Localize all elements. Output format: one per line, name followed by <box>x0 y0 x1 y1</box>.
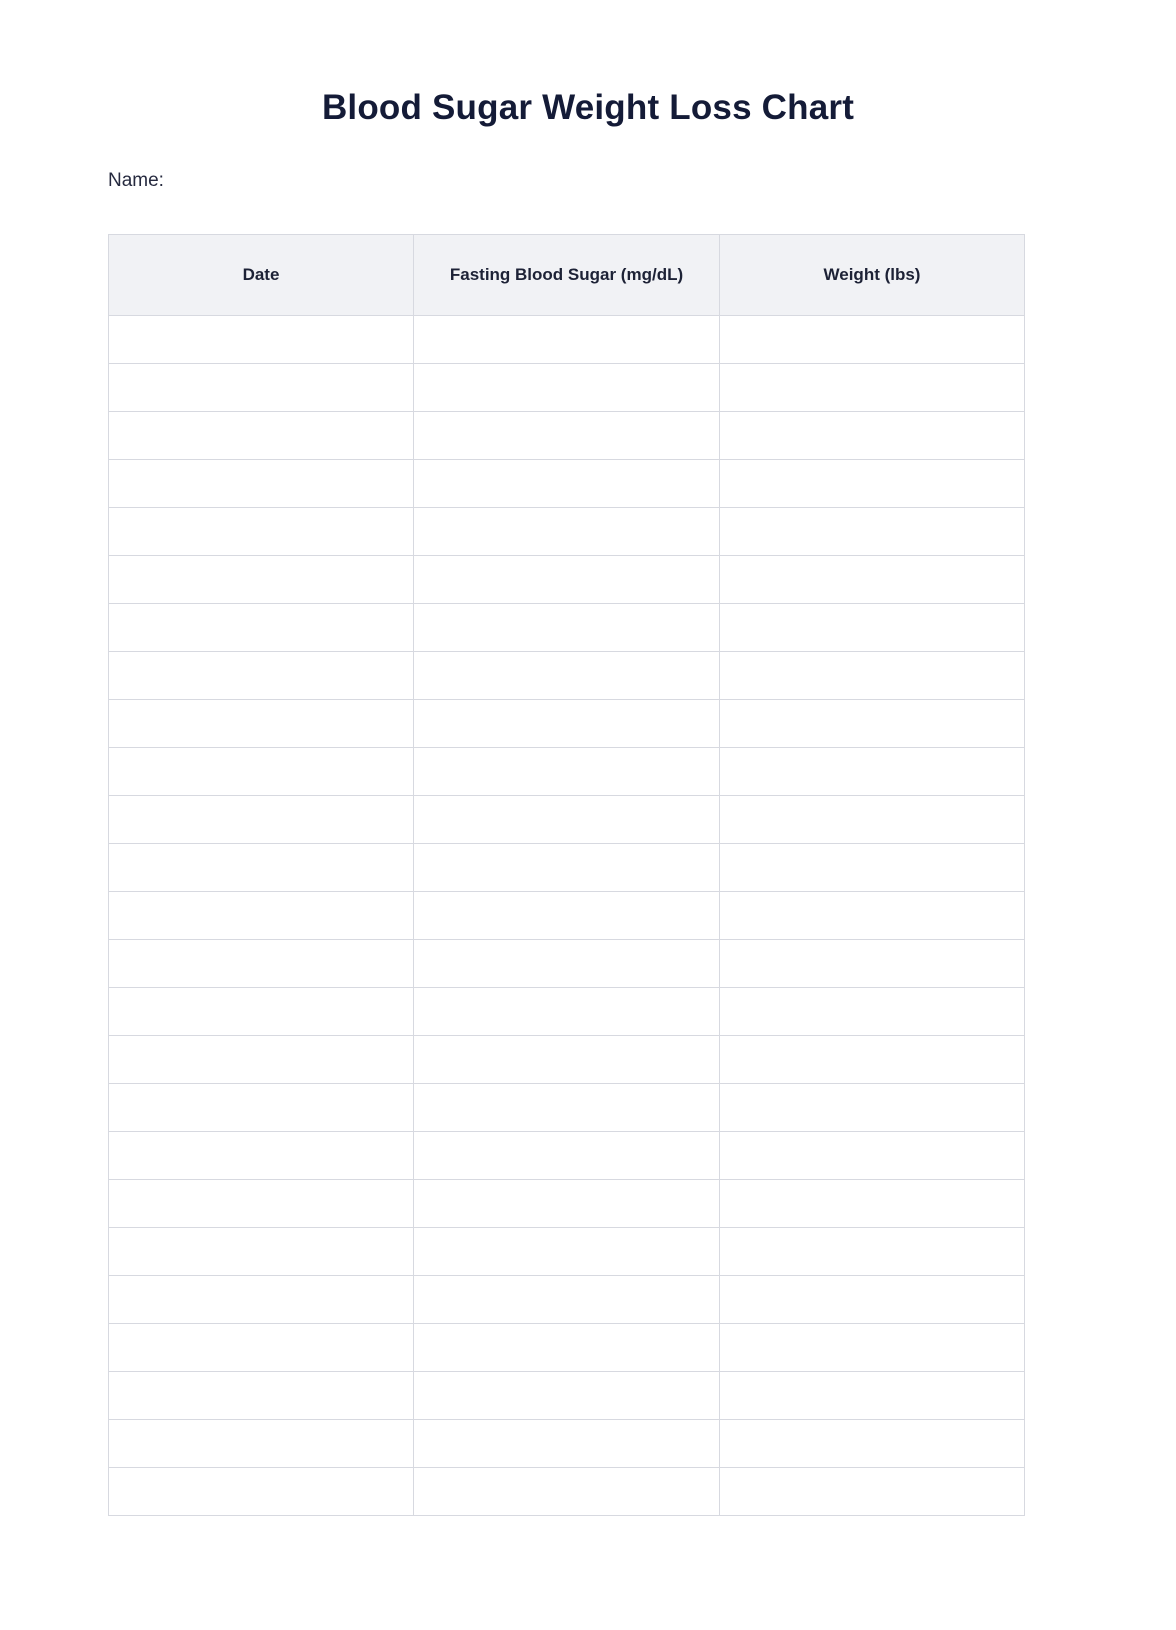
cell-weight-text <box>730 907 1014 925</box>
table-row <box>109 1132 1025 1180</box>
cell-date[interactable] <box>109 316 414 364</box>
cell-fasting-blood-sugar[interactable] <box>414 1132 720 1180</box>
cell-date[interactable] <box>109 1036 414 1084</box>
table-row <box>109 604 1025 652</box>
cell-fasting-blood-sugar[interactable] <box>414 412 720 460</box>
table-row <box>109 1036 1025 1084</box>
cell-weight[interactable] <box>720 796 1025 844</box>
cell-fasting-blood-sugar[interactable] <box>414 940 720 988</box>
cell-weight[interactable] <box>720 652 1025 700</box>
cell-fasting-blood-sugar-text <box>424 1243 709 1261</box>
cell-weight-text <box>730 1051 1014 1069</box>
cell-fasting-blood-sugar-text <box>424 715 709 733</box>
cell-weight[interactable] <box>720 364 1025 412</box>
cell-weight-text <box>730 427 1014 445</box>
cell-date-text <box>119 1483 403 1501</box>
cell-fasting-blood-sugar-text <box>424 379 709 397</box>
column-header-weight: Weight (lbs) <box>720 235 1025 316</box>
cell-weight[interactable] <box>720 1036 1025 1084</box>
column-header-fasting-blood-sugar: Fasting Blood Sugar (mg/dL) <box>414 235 720 316</box>
cell-date-text <box>119 571 403 589</box>
cell-date-text <box>119 1147 403 1165</box>
table-header-row <box>109 235 1025 316</box>
cell-weight[interactable] <box>720 508 1025 556</box>
cell-fasting-blood-sugar-text <box>424 571 709 589</box>
cell-weight-text <box>730 1435 1014 1453</box>
cell-fasting-blood-sugar-text <box>424 523 709 541</box>
cell-fasting-blood-sugar[interactable] <box>414 844 720 892</box>
cell-fasting-blood-sugar-text <box>424 1387 709 1405</box>
cell-weight[interactable] <box>720 1276 1025 1324</box>
blood-sugar-weight-table <box>108 234 1025 1516</box>
cell-weight-text <box>730 667 1014 685</box>
cell-date-text <box>119 331 403 349</box>
cell-fasting-blood-sugar[interactable] <box>414 988 720 1036</box>
cell-fasting-blood-sugar-text <box>424 1483 709 1501</box>
cell-weight-text <box>730 1147 1014 1165</box>
cell-fasting-blood-sugar[interactable] <box>414 316 720 364</box>
cell-fasting-blood-sugar-text <box>424 859 709 877</box>
table-row <box>109 508 1025 556</box>
cell-weight[interactable] <box>720 1180 1025 1228</box>
table-row <box>109 892 1025 940</box>
cell-date[interactable] <box>109 412 414 460</box>
cell-date[interactable] <box>109 1468 414 1516</box>
cell-fasting-blood-sugar-text <box>424 907 709 925</box>
table-row <box>109 940 1025 988</box>
cell-weight-text <box>730 619 1014 637</box>
cell-date-text <box>119 475 403 493</box>
cell-date-text <box>119 1339 403 1357</box>
cell-fasting-blood-sugar[interactable] <box>414 1468 720 1516</box>
cell-date-text <box>119 523 403 541</box>
page-title: Blood Sugar Weight Loss Chart <box>321 88 855 127</box>
cell-date-text <box>119 427 403 445</box>
cell-weight-text <box>730 379 1014 397</box>
cell-weight[interactable] <box>720 1420 1025 1468</box>
cell-fasting-blood-sugar-text <box>424 955 709 973</box>
cell-fasting-blood-sugar[interactable] <box>414 1036 720 1084</box>
cell-weight[interactable] <box>720 748 1025 796</box>
cell-date[interactable] <box>109 940 414 988</box>
cell-date-text <box>119 1099 403 1117</box>
cell-date-text <box>119 1003 403 1021</box>
table-row <box>109 796 1025 844</box>
cell-date-text <box>119 1195 403 1213</box>
cell-fasting-blood-sugar-text <box>424 1339 709 1357</box>
cell-fasting-blood-sugar-text <box>424 1003 709 1021</box>
cell-date[interactable] <box>109 892 414 940</box>
cell-weight-text <box>730 1387 1014 1405</box>
cell-fasting-blood-sugar[interactable] <box>414 1228 720 1276</box>
cell-fasting-blood-sugar-text <box>424 1147 709 1165</box>
cell-fasting-blood-sugar[interactable] <box>414 1324 720 1372</box>
cell-weight-text <box>730 1195 1014 1213</box>
cell-weight[interactable] <box>720 988 1025 1036</box>
cell-weight[interactable] <box>720 940 1025 988</box>
cell-weight-text <box>730 763 1014 781</box>
cell-date[interactable] <box>109 364 414 412</box>
cell-weight[interactable] <box>720 700 1025 748</box>
cell-date[interactable] <box>109 556 414 604</box>
cell-fasting-blood-sugar[interactable] <box>414 652 720 700</box>
cell-date[interactable] <box>109 1372 414 1420</box>
cell-weight-text <box>730 1003 1014 1021</box>
cell-fasting-blood-sugar[interactable] <box>414 892 720 940</box>
table-row <box>109 844 1025 892</box>
name-label: Name: <box>108 170 164 191</box>
table-row <box>109 1180 1025 1228</box>
cell-date[interactable] <box>109 604 414 652</box>
cell-date[interactable] <box>109 508 414 556</box>
cell-fasting-blood-sugar-text <box>424 1099 709 1117</box>
cell-fasting-blood-sugar-text <box>424 1195 709 1213</box>
cell-fasting-blood-sugar-text <box>424 427 709 445</box>
cell-fasting-blood-sugar[interactable] <box>414 1372 720 1420</box>
cell-weight-text <box>730 859 1014 877</box>
table-header <box>109 235 1025 316</box>
cell-weight[interactable] <box>720 1324 1025 1372</box>
cell-date[interactable] <box>109 988 414 1036</box>
cell-date[interactable] <box>109 652 414 700</box>
cell-date-text <box>119 763 403 781</box>
cell-weight-text <box>730 811 1014 829</box>
cell-date[interactable] <box>109 460 414 508</box>
table-row <box>109 1324 1025 1372</box>
cell-fasting-blood-sugar[interactable] <box>414 1420 720 1468</box>
cell-date-text <box>119 1387 403 1405</box>
cell-fasting-blood-sugar-text <box>424 1435 709 1453</box>
cell-date-text <box>119 619 403 637</box>
cell-weight[interactable] <box>720 1468 1025 1516</box>
cell-weight[interactable] <box>720 556 1025 604</box>
cell-fasting-blood-sugar[interactable] <box>414 1276 720 1324</box>
table-row <box>109 652 1025 700</box>
cell-fasting-blood-sugar-text <box>424 331 709 349</box>
cell-weight-text <box>730 1483 1014 1501</box>
cell-fasting-blood-sugar[interactable] <box>414 364 720 412</box>
cell-date[interactable] <box>109 796 414 844</box>
cell-date[interactable] <box>109 844 414 892</box>
cell-weight-text <box>730 715 1014 733</box>
cell-date-text <box>119 1291 403 1309</box>
table-row <box>109 1468 1025 1516</box>
cell-fasting-blood-sugar[interactable] <box>414 1084 720 1132</box>
cell-fasting-blood-sugar[interactable] <box>414 508 720 556</box>
cell-weight[interactable] <box>720 604 1025 652</box>
cell-date-text <box>119 1435 403 1453</box>
cell-date[interactable] <box>109 700 414 748</box>
cell-fasting-blood-sugar-text <box>424 667 709 685</box>
cell-date-text <box>119 811 403 829</box>
cell-fasting-blood-sugar[interactable] <box>414 604 720 652</box>
cell-weight-text <box>730 523 1014 541</box>
table-row <box>109 412 1025 460</box>
cell-date-text <box>119 1243 403 1261</box>
table-row <box>109 364 1025 412</box>
table-row <box>109 316 1025 364</box>
cell-weight-text <box>730 1291 1014 1309</box>
name-field-row <box>108 170 435 192</box>
cell-weight[interactable] <box>720 844 1025 892</box>
cell-date-text <box>119 1051 403 1069</box>
cell-date[interactable] <box>109 748 414 796</box>
cell-fasting-blood-sugar-text <box>424 1051 709 1069</box>
log-table-container <box>108 234 1024 1516</box>
cell-weight-text <box>730 1339 1014 1357</box>
table-row <box>109 1372 1025 1420</box>
cell-fasting-blood-sugar[interactable] <box>414 796 720 844</box>
cell-fasting-blood-sugar[interactable] <box>414 556 720 604</box>
cell-weight[interactable] <box>720 1372 1025 1420</box>
cell-weight[interactable] <box>720 316 1025 364</box>
cell-weight[interactable] <box>720 460 1025 508</box>
table-row <box>109 1420 1025 1468</box>
cell-weight-text <box>730 475 1014 493</box>
cell-fasting-blood-sugar[interactable] <box>414 1180 720 1228</box>
cell-fasting-blood-sugar[interactable] <box>414 748 720 796</box>
cell-weight-text <box>730 331 1014 349</box>
table-row <box>109 460 1025 508</box>
cell-fasting-blood-sugar-text <box>424 1291 709 1309</box>
cell-date-text <box>119 859 403 877</box>
cell-fasting-blood-sugar-text <box>424 619 709 637</box>
table-row <box>109 700 1025 748</box>
cell-fasting-blood-sugar-text <box>424 811 709 829</box>
cell-date-text <box>119 955 403 973</box>
cell-weight-text <box>730 955 1014 973</box>
table-row <box>109 556 1025 604</box>
cell-weight[interactable] <box>720 1132 1025 1180</box>
cell-date[interactable] <box>109 1420 414 1468</box>
cell-fasting-blood-sugar-text <box>424 763 709 781</box>
cell-date[interactable] <box>109 1132 414 1180</box>
cell-date-text <box>119 379 403 397</box>
cell-fasting-blood-sugar-text <box>424 475 709 493</box>
cell-date-text <box>119 715 403 733</box>
column-header-date: Date <box>109 235 414 316</box>
table-row <box>109 748 1025 796</box>
cell-date-text <box>119 667 403 685</box>
table-row <box>109 988 1025 1036</box>
cell-fasting-blood-sugar[interactable] <box>414 700 720 748</box>
cell-weight-text <box>730 1243 1014 1261</box>
cell-weight-text <box>730 1099 1014 1117</box>
cell-date[interactable] <box>109 1276 414 1324</box>
cell-date-text <box>119 907 403 925</box>
cell-weight[interactable] <box>720 1228 1025 1276</box>
cell-fasting-blood-sugar[interactable] <box>414 460 720 508</box>
cell-weight[interactable] <box>720 412 1025 460</box>
cell-date[interactable] <box>109 1084 414 1132</box>
cell-weight-text <box>730 571 1014 589</box>
cell-weight[interactable] <box>720 1084 1025 1132</box>
table-body <box>109 316 1025 1516</box>
cell-date[interactable] <box>109 1228 414 1276</box>
table-row <box>109 1276 1025 1324</box>
table-row <box>109 1084 1025 1132</box>
table-row <box>109 1228 1025 1276</box>
cell-date[interactable] <box>109 1180 414 1228</box>
cell-weight[interactable] <box>720 892 1025 940</box>
cell-date[interactable] <box>109 1324 414 1372</box>
